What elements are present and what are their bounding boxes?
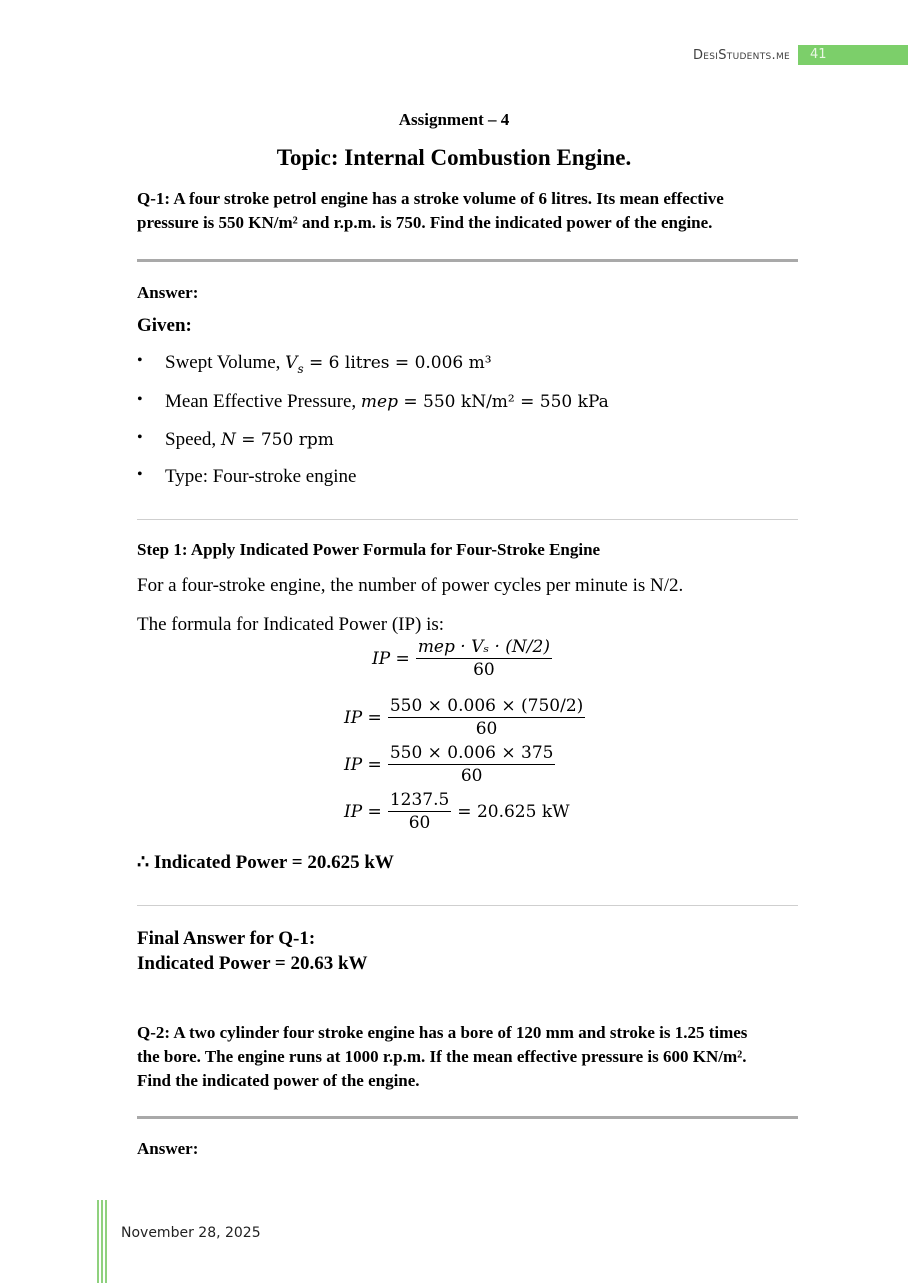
step1-formula-intro: The formula for Indicated Power (IP) is: [137,614,445,635]
equation-formula: IP = $\frac{\text{mep · Vₛ · (N/2)}}{60}$ [372,637,550,680]
bullet-icon: • [137,429,143,446]
q1-result: ∴ Indicated Power = 20.625 kW [137,852,394,873]
q1-answer-label: Answer: [137,283,199,302]
bullet-icon: • [137,466,143,483]
page-number-badge: 41 [798,45,908,65]
footer-accent-lines [97,1200,109,1283]
divider [137,905,798,906]
q1-question: Q-1: A four stroke petrol engine has a stroke volume of 6 litres. Its mean effective pressure is 550 KN/m² and r.p.m. is 750. Find the indicated power of the engine. [137,189,724,232]
assignment-title: Assignment – 4 [398,110,510,129]
divider [137,519,798,520]
bullet-icon: • [137,391,143,408]
step1-title: Step 1: Apply Indicated Power Formula for Four-Stroke Engine [137,540,601,559]
topic-heading: Topic: Internal Combustion Engine. [276,145,632,170]
footer-date: November 28, 2025 [121,1225,261,1241]
q1-final-answer: Final Answer for Q-1: Indicated Power = 20.63 kW [137,928,368,974]
equation-substitution: IP = $\frac{550 \times 0.006 \times (750/2)}{60}$ [344,696,584,739]
site-name: DesiStudents.me [692,48,790,63]
divider [137,1116,798,1119]
equation-simplified: IP = $\frac{550 \times 0.006 \times 375}{60}$ [344,743,554,786]
divider [137,259,798,262]
given-label: Given: [137,315,192,336]
step1-paragraph: For a four-stroke engine, the number of power cycles per minute is N/2. [137,575,684,596]
bullet-icon: • [137,352,143,369]
q2-answer-label: Answer: [137,1139,199,1158]
q2-question: Q-2: A two cylinder four stroke engine has a bore of 120 mm and stroke is 1.25 times the bore. The engine runs at 1000 r.p.m. If the mean effective pressure is 600 KN/m². Find the indicated power of the engine. [137,1023,748,1090]
equation-result: IP = $\frac{1237.5}{60}$ = 20.625 kW [344,790,570,833]
